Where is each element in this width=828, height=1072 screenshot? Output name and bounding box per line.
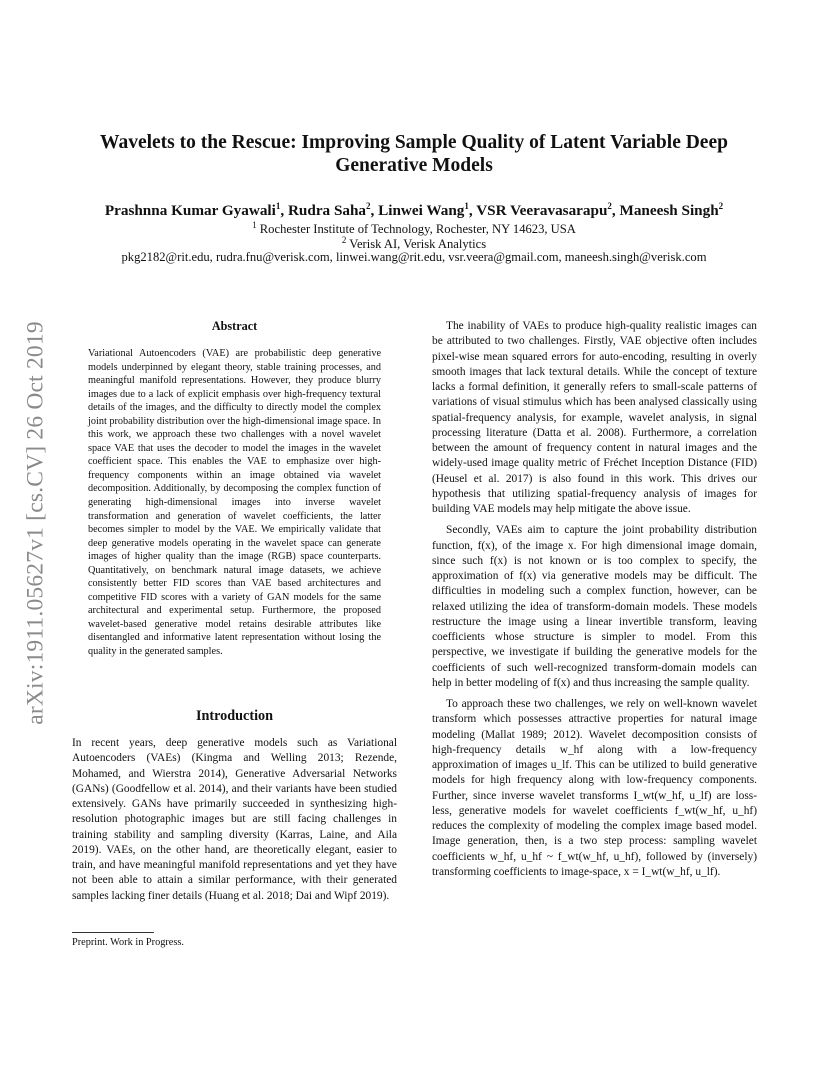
author-emails: pkg2182@rit.edu, rudra.fnu@verisk.com, linwei.wang@rit.edu, vsr.veera@gmail.com, maneesh.singh@verisk.com (121, 250, 707, 264)
abstract-heading: Abstract (211, 319, 258, 333)
right-column (432, 319, 757, 886)
author-name: Rudra Saha (287, 202, 367, 220)
footnote: Preprint. Work in Progress. (72, 937, 184, 948)
body-paragraph: The inability of VAEs to produce high-quality realistic images can be attributed to two challenges. Firstly, VAE objective often includes pixel-wise mean squared errors for auto-encoding, resulting in overly smooth images that lack textural details. While the concept of texture lacks a formal definition, it generally refers to small-scale patterns of variations of visual stimulus which has been analysed classically using spatial-frequency analysis, for example, wavelet analysis, in signal processing literature (Datta et al. 2008). Furthermore, a correlation between the amount of frequency content in natural images and the widely-used image quality metric of Fréchet Inception Distance (FID) (Heusel et al. 2017) is also found in this work. This drives our hypothesis that utilizing spatial-frequency analysis of images for building VAE models may help mitigate the above issue. (432, 320, 757, 515)
footnote-rule (72, 932, 154, 933)
author-list: Prashnna Kumar Gyawali$^1$, Rudra Saha$^2$, Linwei Wang$^1$, VSR Veeravasarapu$^2$, Maneesh Singh$^2$ (104, 201, 724, 220)
introduction-body (72, 736, 397, 910)
author-name: Prashnna Kumar Gyawali (104, 202, 276, 220)
paper-title: Wavelets to the Rescue: Improving Sample Quality of Latent Variable Deep Generative Models (100, 132, 728, 176)
affiliation-2: $^2$ Verisk AI, Verisk Analytics (341, 235, 487, 252)
author-name: Maneesh Singh (619, 202, 719, 220)
arxiv-stamp: arXiv:1911.05627v1 [cs.CV] 26 Oct 2019 (22, 321, 49, 725)
abstract-text: Variational Autoencoders (VAE) are probabilistic deep generative models underpinned by elegant theory, stable training processes, and meaningful manifold representations. However, they produce blurry images due to a lack of explicit emphasis over high-frequency textural details of the images, and the difficulty to directly model the complex joint probability distribution over the high-dimensional image space. In this work, we approach these two challenges with a novel wavelet space VAE that uses the decoder to model the images in the wavelet coefficient space. This enables the VAE to emphasize over high-frequency components within an image obtained via wavelet decomposition. Additionally, by decomposing the complex function of generating high-dimensional images into inverse wavelet transformation and generation of wavelet coefficients, the latter becomes simpler to model by the VAE. We empirically validate that deep generative models operating in the wavelet space can generate images of higher quality than the image (RGB) space counterparts. Quantitatively, on benchmark natural image datasets, we achieve consistently better FID scores than VAE based architectures and competitive FID scores with a variety of GAN models for the same architectural and experimental setup. Furthermore, the proposed wavelet-based generative model retains desirable attributes like disentangled and informative latent representation without losing the quality in the generated samples. (88, 348, 381, 658)
author-name: Linwei Wang (378, 202, 465, 220)
affiliation-1: $^1$ Rochester Institute of Technology, Rochester, NY 14623, USA (252, 220, 576, 237)
introduction-paragraph: In recent years, deep generative models such as Variational Autoencoders (VAEs) (Kingma and Welling 2013; Rezende, Mohamed, and Wierstra 2014), Generative Adversarial Networks (GANs) (Goodfellow et al. 2014), and their variants have been studied extensively. GANs have primarily succeeded in synthesizing high-resolution photographic images but are still facing challenges in training stability and sampling diversity (Karras, Laine, and Aila 2019). VAEs, on the other hand, are theoretically elegant, easier to train, and have meaningful manifold representations and yet they have not been able to attain a similar performance, with their generated samples lacking finer details (Huang et al. 2018; Dai and Wipf 2019). (72, 737, 397, 902)
body-paragraph: Secondly, VAEs aim to capture the joint probability distribution function, f(x), of the image x. For high dimensional image domain, since such f(x) is not known or is too complex to specify, the approximation of f(x) via generative models may be difficult. The difficulties in modeling such a complex function, however, can be relaxed utilizing the idea of transform-domain models. These models restructure the image using a linear invertible transform, leaving coefficients whose structure is simpler to model. From this perspective, we investigate if building the generative models for the coefficients of such well-recognized transform-domain models can help in better modeling of f(x) and thus increasing the sample quality. (432, 524, 757, 689)
body-paragraph: To approach these two challenges, we rely on well-known wavelet transform which possesses attractive properties for natural image modeling (Mallat 1989; 2012). Wavelet decomposition consists of high-frequency details w_hf along with a low-frequency approximation of images u_lf. This can be utilized to build generative models for high frequency along with low-frequency components. Further, since inverse wavelet transforms I_wt(w_hf, u_lf) are loss-less, generative models for wavelet coefficients f_wt(w_hf, u_hf) reduces the complexity of modeling the complex image based model. Image generation, then, is a two step process: sampling wavelet coefficients w_hf, u_hf ~ f_wt(w_hf, u_hf), followed by (inversely) transforming coefficients to image-space, x = I_wt(w_hf, u_lf). (432, 698, 757, 878)
author-name: VSR Veeravasarapu (476, 202, 608, 220)
introduction-heading: Introduction (196, 708, 273, 724)
